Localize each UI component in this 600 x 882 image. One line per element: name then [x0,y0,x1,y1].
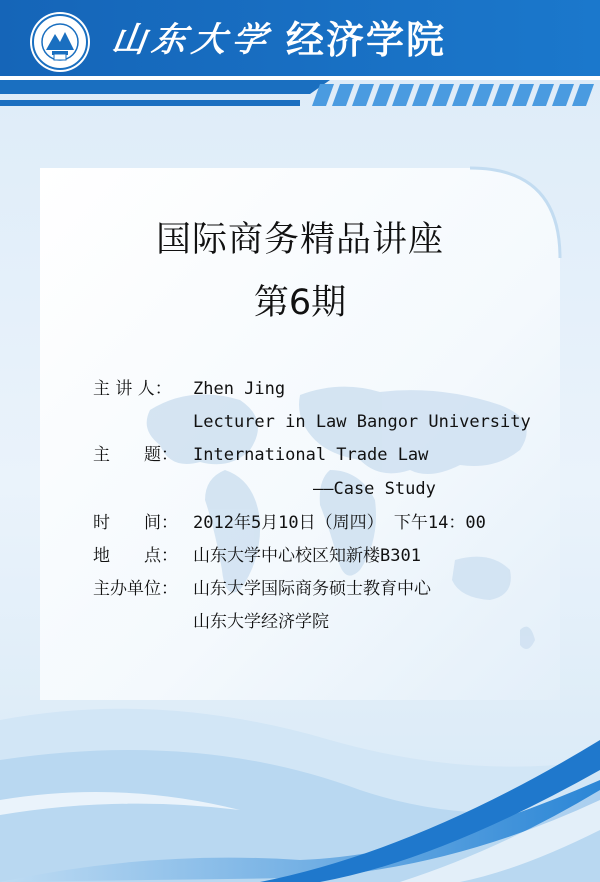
school-name: 经济学院 [286,18,447,62]
venue-value: 山东大学中心校区知新楼B301 [193,546,421,566]
time-value: 2012年5月10日（周四） 下午14：00 [193,513,486,533]
time-label: 时 间： [93,513,178,533]
shandong-university-seal-icon [28,10,92,74]
speaker-label: 主 讲 人： [93,379,172,399]
speaker-affiliation: Lecturer in Law Bangor University [193,412,531,432]
topic-subtitle: ——Case Study [313,479,436,499]
issue-number: 第6期 [253,283,347,323]
speaker-name: Zhen Jing [193,379,286,399]
topic-label: 主 题： [93,445,178,465]
organizer-label: 主办单位： [93,579,178,599]
header-banner [0,0,600,78]
venue-label: 地 点： [93,546,178,566]
lecture-series-title: 国际商务精品讲座 [155,220,444,260]
organizer-value-2: 山东大学经济学院 [193,612,329,632]
topic-value: International Trade Law [193,445,429,465]
university-name: 山东大学 [109,20,275,60]
organizer-value: 山东大学国际商务硕士教育中心 [193,579,431,599]
